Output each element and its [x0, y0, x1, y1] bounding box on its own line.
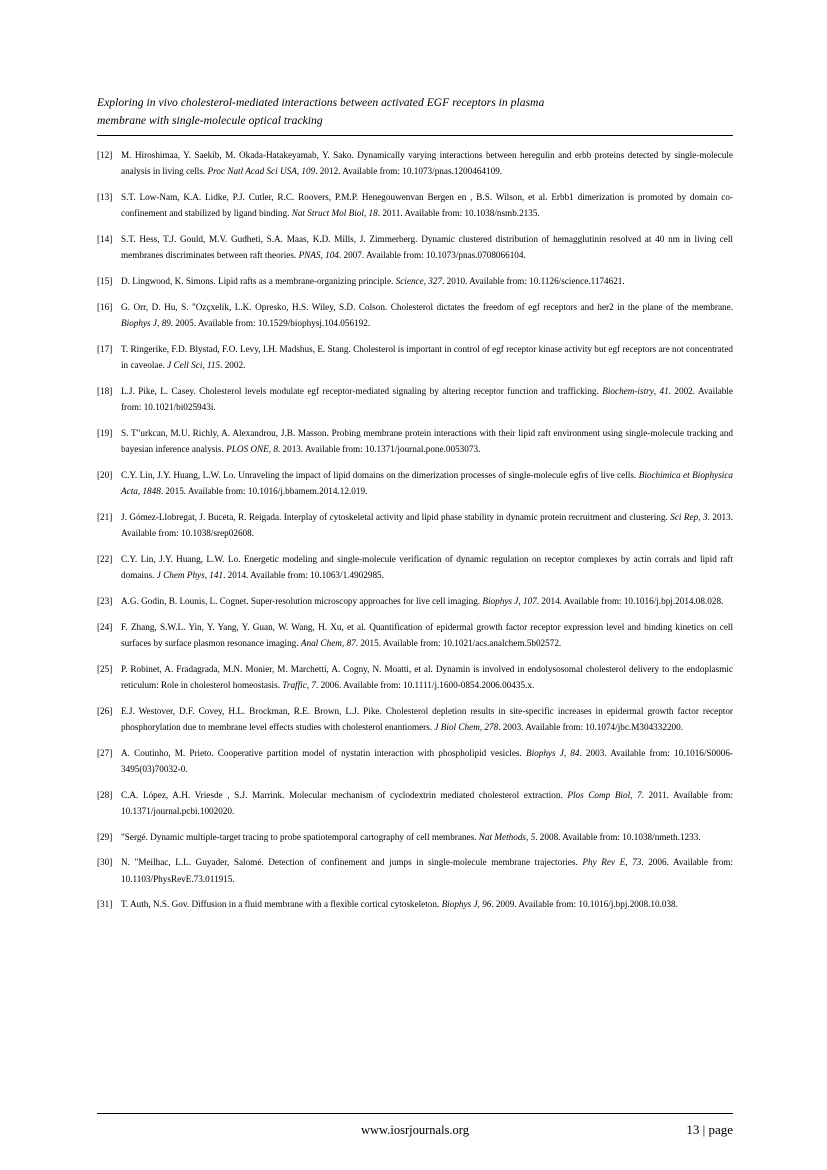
reference-italic-part: 327: [428, 276, 443, 286]
reference-entry: [97, 896, 733, 912]
reference-italic-part: Biophys J: [441, 899, 478, 910]
reference-plain-part: ,: [625, 857, 633, 868]
reference-entry: [97, 147, 733, 179]
reference-plain-part: . 2011. Available from: 10.1038/nsmb.2135.: [377, 208, 540, 219]
reference-entry: [97, 509, 733, 541]
reference-italic-part: 84: [570, 747, 580, 758]
reference-entry: [97, 619, 733, 651]
reference-plain-part: ,: [341, 637, 347, 648]
reference-italic-part: 87: [346, 637, 356, 648]
reference-text: [121, 593, 733, 609]
reference-number: [13]: [97, 192, 113, 202]
header-divider: [97, 135, 733, 136]
reference-number: [28]: [97, 789, 113, 800]
reference-text: [121, 189, 733, 221]
page-content: [97, 94, 733, 922]
reference-entry: [97, 273, 733, 289]
reference-plain-part: . 2010. Available from: 10.1126/science.1174621.: [442, 276, 625, 286]
reference-plain-part: C.Y. Lin, J.Y. Huang, L.W. Lo. Energetic modeling and single-molecule verification of dynamic regulation on receptor complexes by actin corrals and lipid raft domains.: [121, 553, 733, 580]
reference-italic-part: Traffic: [282, 679, 307, 690]
footer-website[interactable]: www.iosrjournals.org: [361, 1123, 469, 1137]
reference-plain-part: . 2005. Available from: 10.1529/biophysj.104.056192.: [170, 318, 371, 328]
reference-number: [29]: [97, 831, 113, 842]
reference-entry: [97, 593, 733, 609]
reference-italic-part: 278: [484, 721, 499, 732]
reference-italic-part: 89: [161, 318, 171, 328]
reference-number: [25]: [97, 663, 113, 674]
reference-italic-part: Phy Rev E: [582, 857, 626, 868]
reference-plain-part: ,: [320, 250, 326, 261]
reference-plain-part: C.Y. Lin, J.Y. Huang, L.W. Lo. Unraveling the impact of lipid domains on the dimerization processes of single-molecule egfrs of live cells.: [121, 469, 639, 480]
reference-entry: [97, 341, 733, 373]
reference-plain-part: ,: [204, 570, 210, 580]
reference-plain-part: ,: [137, 486, 143, 496]
footer-row: [97, 1121, 733, 1141]
reference-plain-part: N. "Meilhac, L.L. Guyader, Salomé. Detection of confinement and jumps in single-molecule membrane trajectories.: [121, 857, 583, 868]
reference-italic-part: Biophys J: [525, 747, 564, 758]
reference-italic-part: Biophys J: [482, 595, 519, 606]
reference-text: [121, 341, 733, 373]
reference-plain-part: ,: [563, 747, 571, 758]
reference-plain-part: T. Auth, N.S. Gov. Diffusion in a fluid membrane with a flexible cortical cytoskeleton.: [121, 899, 442, 910]
reference-italic-part: J Biol Chem: [434, 721, 480, 732]
reference-plain-part: . 2014. Available from: 10.1063/1.4902985.: [223, 570, 384, 580]
reference-italic-part: Biochem-istry: [602, 385, 654, 396]
reference-text: [121, 896, 733, 912]
running-head-line-1: Exploring in vivo cholesterol-mediated interactions between activated EGF receptors in plasma: [97, 96, 545, 109]
reference-entry: [97, 425, 733, 457]
reference-italic-part: 1848: [142, 486, 161, 496]
reference-plain-part: . 2003. Available from: 10.1074/jbc.M304332200.: [498, 721, 684, 732]
reference-entry: [97, 661, 733, 693]
reference-italic-part: 107: [522, 595, 537, 606]
reference-plain-part: ,: [526, 831, 531, 842]
reference-plain-part: S. T"urkcan, M.U. Richly, A. Alexandrou, J.B. Masson. Probing membrane protein interactions with their lipid raft environment using single-molecule tracking and bayesian inference analysis.: [121, 427, 733, 454]
reference-plain-part: S.T. Hess, T.J. Gould, M.V. Gudheti, S.A. Maas, K.D. Mills, J. Zimmerberg. Dynamic clustered distribution of hemagglutinin resolved at 40 nm in living cell membranes discriminates between raft theories.: [121, 234, 733, 261]
reference-plain-part: ,: [653, 385, 660, 396]
reference-plain-part: . 2011. Available from: 10.1371/journal.pcbi.1002020.: [121, 789, 733, 816]
reference-number: [23]: [97, 595, 113, 606]
reference-italic-part: J Cell Sci: [167, 360, 203, 370]
reference-number: [12]: [97, 150, 113, 160]
reference-plain-part: E.J. Westover, D.F. Covey, H.L. Brockman, R.E. Brown, L.J. Pike. Cholesterol depletion results in site-specific increases in epidermal growth factor receptor phosphorylation due to membrane level effects studies with cholesterol enantiomers.: [121, 705, 733, 732]
reference-number: [19]: [97, 427, 113, 438]
reference-plain-part: . 2015. Available from: 10.1016/j.bbamem.2014.12.019.: [160, 486, 368, 496]
reference-entry: [97, 299, 733, 331]
reference-plain-part: L.J. Pike, L. Casey. Cholesterol levels modulate egf receptor-mediated signaling by altering receptor function and trafficking.: [121, 385, 603, 396]
reference-italic-part: Science: [395, 276, 424, 286]
reference-plain-part: P. Robinet, A. Fradagrada, M.N. Monier, M. Marchetti, A. Cogny, N. Moatti, et al. Dynamin is involved in endolysosomal cholesterol delivery to the endoplasmic reticulum: Role in cholesterol homeostasis.: [121, 663, 733, 690]
reference-entry: [97, 787, 733, 819]
reference-italic-part: Nat Methods: [478, 831, 526, 842]
reference-number: [15]: [97, 276, 113, 286]
reference-plain-part: A.G. Godin, B. Lounis, L. Cognet. Super-resolution microscopy approaches for live cell imaging.: [121, 595, 483, 606]
reference-plain-part: . 2007. Available from: 10.1073/pnas.0708066104.: [338, 250, 526, 261]
reference-number: [26]: [97, 705, 113, 716]
reference-plain-part: ,: [202, 360, 207, 370]
reference-plain-part: C.A. López, A.H. Vriesde , S.J. Marrink. Molecular mechanism of cyclodextrin mediated cholesterol extraction.: [121, 789, 568, 800]
reference-plain-part: . 2014. Available from: 10.1016/j.bpj.2014.08.028.: [536, 595, 724, 606]
reference-italic-part: 73: [632, 857, 642, 868]
reference-italic-part: 109: [301, 166, 316, 177]
reference-number: [22]: [97, 553, 113, 564]
reference-italic-part: 96: [482, 899, 492, 910]
reference-text: [121, 147, 733, 179]
reference-entry: [97, 467, 733, 499]
reference-plain-part: ,: [698, 511, 703, 522]
reference-italic-part: Nat Struct Mol Biol: [291, 208, 364, 219]
reference-plain-part: ,: [306, 679, 312, 690]
reference-italic-part: 115: [206, 360, 221, 370]
reference-text: [121, 829, 733, 845]
reference-text: [121, 383, 733, 415]
reference-plain-part: ,: [363, 208, 369, 219]
reference-italic-part: 18: [368, 208, 378, 219]
reference-entry: [97, 189, 733, 221]
reference-text: [121, 703, 733, 735]
reference-entry: [97, 383, 733, 415]
reference-plain-part: . 2002. Available from: 10.1021/bi025943i.: [121, 385, 734, 412]
running-head-line-2: membrane with single-molecule optical tracking: [97, 113, 323, 127]
footer-page-number: 13 | page: [686, 1122, 733, 1137]
reference-plain-part: T. Ringerike, F.D. Blystad, F.O. Levy, I.H. Madshus, E. Stang. Cholesterol is important in control of egf receptor kinase activity but egf receptors are not concentrated in caveolae.: [121, 343, 733, 370]
reference-italic-part: 7: [311, 679, 316, 690]
reference-plain-part: D. Lingwood, K. Simons. Lipid rafts as a membrane-organizing principle.: [121, 276, 396, 286]
reference-italic-part: Biophys J: [121, 318, 157, 328]
reference-italic-part: Sci Rep: [670, 511, 699, 522]
reference-number: [18]: [97, 385, 113, 396]
reference-plain-part: ,: [630, 789, 638, 800]
reference-number: [30]: [97, 857, 113, 868]
reference-italic-part: Proc Natl Acad Sci USA: [207, 166, 297, 177]
reference-plain-part: . 2013. Available from: 10.1038/srep02608.: [121, 511, 734, 538]
reference-entry: [97, 703, 733, 735]
reference-italic-part: 8: [273, 444, 278, 454]
reference-plain-part: "Sergé. Dynamic multiple-target tracing to probe spatiotemporal cartography of cell membranes.: [121, 831, 479, 842]
reference-plain-part: . 2015. Available from: 10.1021/acs.analchem.5b02572.: [355, 637, 562, 648]
reference-text: [121, 619, 733, 651]
reference-italic-part: 3: [702, 511, 708, 522]
reference-plain-part: S.T. Low-Nam, K.A. Lidke, P.J. Cutler, R.C. Roovers, P.M.P. Henegouwenvan Bergen en , B.S. Wilson, et al. Erbb1 dimerization is promoted by domain co-confinement and stabilized by ligand binding.: [121, 192, 733, 219]
footer-divider: [97, 1113, 733, 1114]
reference-italic-part: PLOS ONE: [226, 444, 269, 454]
reference-number: [27]: [97, 747, 113, 758]
reference-plain-part: ,: [479, 721, 485, 732]
reference-plain-part: ,: [268, 444, 274, 454]
reference-plain-part: . 2009. Available from: 10.1016/j.bpj.2008.10.038.: [491, 899, 678, 910]
reference-entry: [97, 854, 733, 886]
reference-text: [121, 551, 733, 583]
reference-plain-part: A. Coutinho, M. Prieto. Cooperative partition model of nystatin interaction with phospholipid vesicles.: [121, 747, 526, 758]
reference-italic-part: 104: [325, 250, 339, 261]
reference-italic-part: 5: [530, 831, 536, 842]
reference-plain-part: M. Hiroshimaa, Y. Saekib, M. Okada-Hatakeyamab, Y. Sako. Dynamically varying interactions between heregulin and erbb proteins detected by single-molecule analysis in living cells.: [121, 150, 733, 177]
reference-plain-part: ,: [296, 166, 302, 177]
reference-text: [121, 787, 733, 819]
reference-number: [21]: [97, 511, 113, 522]
reference-italic-part: 141: [209, 570, 224, 580]
reference-number: [14]: [97, 234, 113, 244]
reference-plain-part: ,: [423, 276, 429, 286]
reference-entry: [97, 745, 733, 777]
reference-plain-part: F. Zhang, S.W.L. Yin, Y. Yang, Y. Guan, W. Wang, H. Xu, et al. Quantification of epidermal growth factor receptor expression level and binding kinetics on cell surfaces by surface plasmon resonance imaging.: [121, 621, 733, 648]
reference-italic-part: J Chem Phys: [156, 570, 205, 580]
reference-plain-part: J. Gómez-Llobregat, J. Buceta, R. Reigada. Interplay of cytoskeletal activity and lipid phase stability in dynamic protein recruitment and clustering.: [121, 511, 671, 522]
reference-number: [20]: [97, 469, 113, 480]
reference-italic-part: Biochimica et Biophysica Acta: [121, 469, 734, 496]
reference-plain-part: . 2002.: [220, 360, 246, 370]
reference-text: [121, 509, 733, 541]
page-footer: [97, 1113, 733, 1141]
reference-list: [97, 147, 733, 913]
reference-text: [121, 425, 733, 457]
reference-number: [16]: [97, 301, 113, 312]
reference-number: [31]: [97, 899, 113, 910]
reference-plain-part: ,: [156, 318, 162, 328]
reference-plain-part: . 2006. Available from: 10.1103/PhysRevE.73.011915.: [121, 857, 733, 884]
reference-text: [121, 231, 733, 263]
reference-text: [121, 661, 733, 693]
reference-entry: [97, 551, 733, 583]
reference-plain-part: G. Orr, D. Hu, S. "Ozçxelik, L.K. Opresko, H.S. Wiley, S.D. Colson. Cholesterol dictates the freedom of egf receptors and her2 in the plane of the membrane.: [121, 301, 733, 312]
reference-number: [24]: [97, 621, 113, 632]
reference-plain-part: ,: [477, 899, 483, 910]
reference-plain-part: . 2012. Available from: 10.1073/pnas.1200464109.: [315, 166, 503, 177]
reference-plain-part: . 2003. Available from: 10.1016/S0006-3495(03)70032-0.: [121, 747, 733, 774]
reference-plain-part: . 2013. Available from: 10.1371/journal.pone.0053073.: [277, 444, 481, 454]
reference-entry: [97, 829, 733, 845]
reference-number: [17]: [97, 343, 113, 354]
reference-plain-part: . 2006. Available from: 10.1111/j.1600-0854.2006.00435.x.: [315, 679, 535, 690]
reference-text: [121, 854, 733, 886]
reference-text: [121, 299, 733, 331]
reference-text: [121, 273, 733, 289]
reference-text: [121, 745, 733, 777]
reference-plain-part: ,: [518, 595, 523, 606]
reference-plain-part: . 2008. Available from: 10.1038/nmeth.1233.: [535, 831, 701, 842]
running-head: [97, 94, 733, 135]
reference-italic-part: Plos Comp Biol: [567, 789, 631, 800]
reference-italic-part: PNAS: [298, 250, 321, 261]
reference-italic-part: 7: [637, 789, 642, 800]
reference-entry: [97, 231, 733, 263]
reference-text: [121, 467, 733, 499]
reference-italic-part: 41: [659, 385, 669, 396]
reference-italic-part: Anal Chem: [300, 637, 342, 648]
